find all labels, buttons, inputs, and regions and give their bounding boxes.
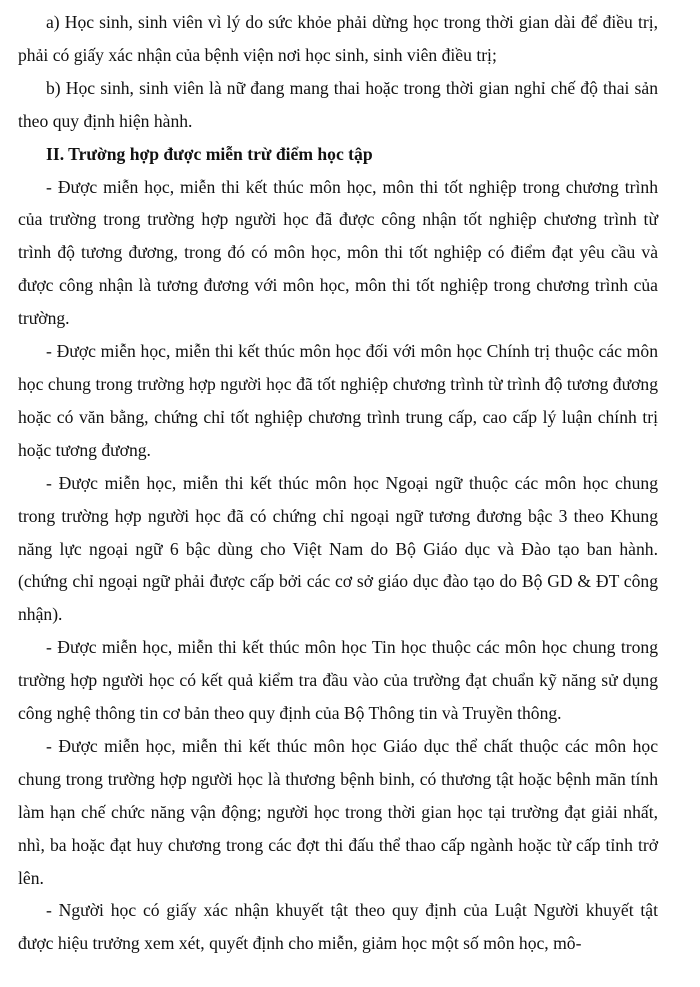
paragraph-exemption-physical-education: - Được miễn học, miễn thi kết thúc môn học Giáo dục thể chất thuộc các môn học chung trong trường hợp người học là thương bệnh binh, có thương tật hoặc bệnh mãn tính làm hạn chế chức năng vận động; người học trong thời gian học tại trường đạt giải nhất, nhì, ba hoặc đạt huy chương trong các đợt thi đấu thể thao cấp ngành hoặc từ cấp tỉnh trở lên.	[18, 735, 658, 888]
document-page	[18, 6, 658, 960]
paragraph-exemption-politics: - Được miễn học, miễn thi kết thúc môn học đối với môn học Chính trị thuộc các môn học chung trong trường hợp người học đã tốt nghiệp chương trình từ trình độ tương đương hoặc có văn bằng, chứng chỉ tốt nghiệp chương trình trung cấp, cao cấp lý luận chính trị hoặc tương đương.	[18, 341, 658, 460]
paragraph-disability-exemption: - Người học có giấy xác nhận khuyết tật theo quy định của Luật Người khuyết tật được hiệu trưởng xem xét, quyết định cho miễn, giảm học một số môn học, mô-	[18, 900, 658, 954]
paragraph-exemption-informatics: - Được miễn học, miễn thi kết thúc môn học Tin học thuộc các môn học chung trong trường hợp người học có kết quả kiểm tra đầu vào của trường đạt chuẩn kỹ năng sử dụng công nghệ thông tin cơ bản theo quy định của Bộ Thông tin và Truyền thông.	[18, 637, 658, 724]
section-heading: II. Trường hợp được miễn trừ điểm học tập	[46, 143, 373, 164]
paragraph-health-leave: a) Học sinh, sinh viên vì lý do sức khỏe phải dừng học trong thời gian dài để điều trị, phải có giấy xác nhận của bệnh viện nơi học sinh, sinh viên điều trị;	[18, 12, 658, 65]
paragraph-exemption-graduation: - Được miễn học, miễn thi kết thúc môn học, môn thi tốt nghiệp trong chương trình của trường trong trường hợp người học đã được công nhận tốt nghiệp chương trình từ trình độ tương đương, trong đó có môn học, môn thi tốt nghiệp có điểm đạt yêu cầu và được công nhận là tương đương với môn học, môn thi tốt nghiệp trong chương trình của trường.	[18, 176, 658, 329]
paragraph-maternity-leave: b) Học sinh, sinh viên là nữ đang mang thai hoặc trong thời gian nghỉ chế độ thai sản theo quy định hiện hành.	[18, 77, 658, 131]
paragraph-exemption-foreign-language: - Được miễn học, miễn thi kết thúc môn học Ngoại ngữ thuộc các môn học chung trong trường hợp người học đã có chứng chỉ ngoại ngữ tương đương bậc 3 theo Khung năng lực ngoại ngữ 6 bậc dùng cho Việt Nam do Bộ Giáo dục và Đào tạo ban hành. (chứng chỉ ngoại ngữ phải được cấp bởi các cơ sở giáo dục đào tạo do Bộ GD & ĐT công nhận).	[18, 472, 658, 625]
